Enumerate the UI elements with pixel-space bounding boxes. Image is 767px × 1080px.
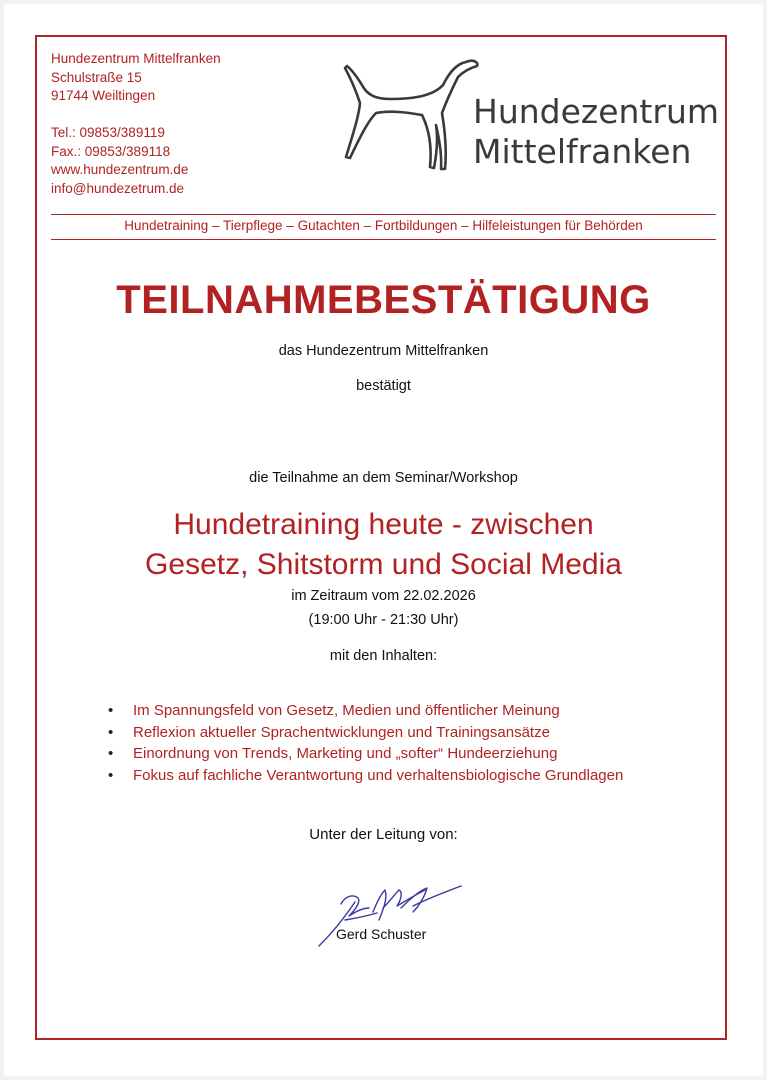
divider-bottom (51, 239, 716, 240)
phone: Tel.: 09853/389119 (51, 125, 165, 140)
bullet-icon: • (108, 745, 114, 762)
logo-line-1: Hundezentrum (473, 92, 720, 131)
bullet-icon: • (108, 766, 114, 784)
lead-label: Unter der Leitung von: (309, 826, 458, 843)
email-link[interactable]: info@hundezetrum.de (51, 180, 185, 196)
logo-wordmark (473, 92, 719, 172)
bullet-icon: • (108, 723, 114, 741)
address-block (51, 50, 221, 198)
intro-issuer: das Hundezentrum Mittelfranken (278, 343, 489, 359)
seminar-time: (19:00 Uhr - 21:30 Uhr) (308, 612, 459, 628)
services-line: Hundetraining – Tierpflege – Gutachten – Fortbildungen – Hilfeleistungen für Behörden (124, 218, 643, 233)
divider-top (51, 214, 716, 215)
seminar-title-line-2: Gesetz, Shitstorm und Social Media (145, 548, 622, 581)
seminar-title (0, 505, 767, 585)
org-name: Hundezentrum Mittelfranken (51, 51, 221, 66)
fax: Fax.: 09853/389118 (51, 143, 171, 159)
document-title: TEILNAHMEBESTÄTIGUNG (116, 278, 651, 322)
signer-name: Gerd Schuster (336, 926, 427, 942)
street: Schulstraße 15 (51, 69, 142, 85)
seminar-date: im Zeitraum vom 22.02.2026 (291, 588, 476, 604)
city: 91744 Weiltingen (51, 88, 156, 103)
list-item: • Fokus auf fachliche Verantwortung und verhaltensbiologische Grundlagen (108, 765, 623, 787)
website-link[interactable]: www.hundezentrum.de (51, 162, 189, 177)
bullet-icon: • (108, 702, 114, 719)
contents-label: mit den Inhalten: (329, 648, 438, 664)
list-item: • Reflexion aktueller Sprachentwicklungen und Trainingsansätze (108, 722, 623, 744)
intro-confirms: bestätigt (356, 378, 411, 394)
contents-list (108, 700, 623, 786)
list-item: • Einordnung von Trends, Marketing und „softer“ Hundeerziehung (108, 743, 623, 765)
logo-line-2: Mittelfranken (473, 132, 692, 171)
seminar-title-line-1: Hundetraining heute - zwischen (173, 508, 594, 541)
intro-participation: die Teilnahme an dem Seminar/Workshop (249, 470, 518, 486)
list-item: • Im Spannungsfeld von Gesetz, Medien und öffentlicher Meinung (108, 700, 623, 722)
